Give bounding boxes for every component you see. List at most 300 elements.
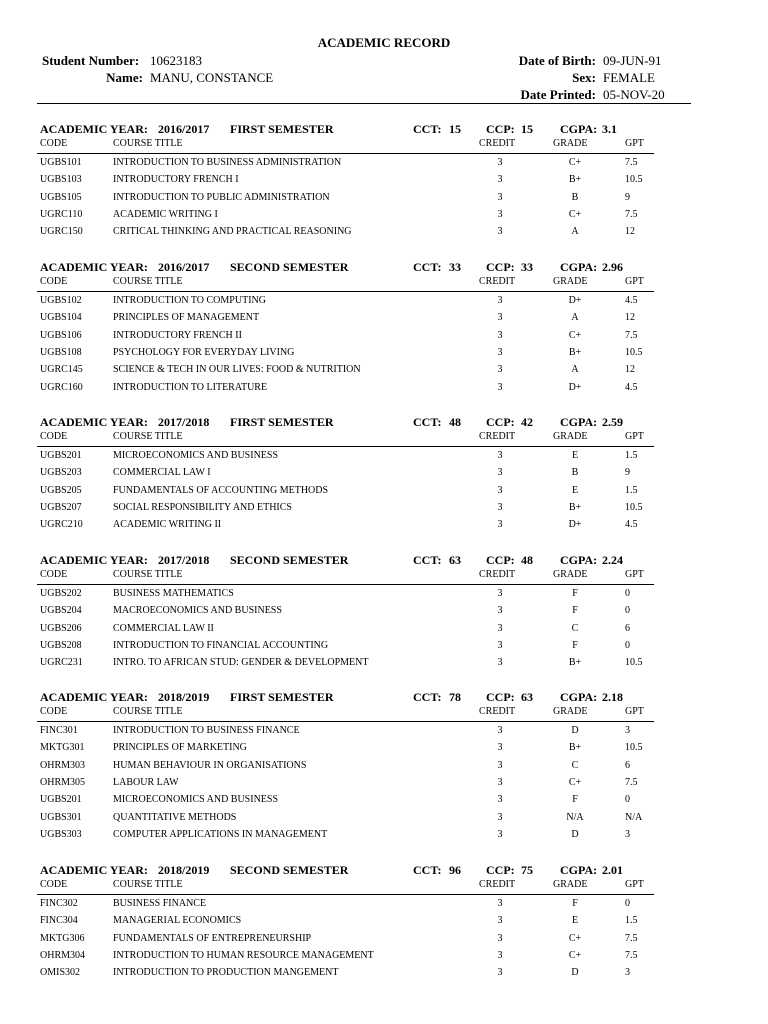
course-code: OHRM305 [40, 776, 86, 788]
course-credit: 3 [497, 657, 503, 669]
course-title: MICROECONOMICS AND BUSINESS [113, 450, 279, 461]
course-credit: 3 [497, 208, 503, 220]
col-header-credit: CREDIT [479, 569, 516, 580]
course-grade: F [572, 794, 578, 806]
cgpa-label: CGPA: [560, 260, 598, 274]
ccp-value: 63 [521, 690, 533, 704]
course-row [0, 312, 768, 329]
course-code: UGBS301 [40, 811, 82, 823]
course-grade: B+ [568, 174, 582, 186]
course-row [0, 226, 768, 243]
course-grade: B [571, 191, 579, 203]
course-code: OHRM303 [40, 759, 86, 771]
ccp-label: CCP: [486, 122, 515, 136]
course-grade: E [571, 484, 579, 496]
academic-year-value: 2018/2019 [158, 690, 210, 704]
sex-label: Sex: [572, 70, 596, 85]
course-gpt: 0 [625, 605, 630, 617]
col-header-course-title: COURSE TITLE [113, 276, 183, 287]
course-code: UGRC110 [40, 208, 83, 220]
student-name-label: Name: [106, 70, 143, 85]
course-credit: 3 [497, 381, 503, 393]
course-title: MICROECONOMICS AND BUSINESS [113, 794, 279, 806]
column-header-divider [37, 584, 654, 585]
cct-label: CCT: [413, 553, 442, 567]
course-code: UGBS206 [40, 622, 82, 634]
col-header-grade: GRADE [553, 706, 588, 717]
course-code: UGBS102 [40, 295, 82, 306]
course-credit: 3 [497, 519, 503, 531]
academic-year-label: ACADEMIC YEAR: [40, 260, 148, 274]
course-grade: C+ [568, 208, 582, 220]
course-row [0, 605, 768, 622]
course-grade: C+ [568, 949, 582, 961]
col-header-gpt: GPT [625, 706, 644, 717]
course-code: MKTG306 [40, 932, 85, 944]
course-grade: F [572, 639, 578, 651]
column-header-divider [37, 153, 654, 154]
course-credit: 3 [497, 484, 503, 496]
course-credit: 3 [497, 725, 503, 736]
semester-section [0, 690, 768, 840]
col-header-grade: GRADE [553, 879, 588, 890]
course-code: UGBS303 [40, 828, 82, 840]
course-title: INTRODUCTION TO BUSINESS ADMINISTRATION [113, 157, 342, 168]
course-grade: C+ [568, 776, 582, 788]
cct-label: CCT: [413, 690, 442, 704]
course-gpt: 7.5 [625, 329, 638, 341]
course-row [0, 364, 768, 381]
course-gpt: N/A [625, 811, 643, 823]
course-title: INTRODUCTION TO COMPUTING [113, 295, 266, 306]
course-gpt: 0 [625, 794, 630, 806]
course-grade: C+ [568, 329, 582, 341]
course-grade: E [571, 450, 579, 461]
col-header-code: CODE [40, 569, 68, 580]
course-title: INTRODUCTION TO PUBLIC ADMINISTRATION [113, 191, 330, 203]
course-grade: D [571, 828, 579, 840]
cgpa-value: 2.24 [602, 553, 623, 567]
course-code: MKTG301 [40, 742, 85, 754]
semester-section [0, 260, 768, 410]
course-credit: 3 [497, 501, 503, 513]
course-title: ACADEMIC WRITING I [113, 208, 218, 220]
course-title: SCIENCE & TECH IN OUR LIVES: FOOD & NUTRITION [113, 364, 361, 376]
course-row [0, 657, 768, 674]
col-header-course-title: COURSE TITLE [113, 569, 183, 580]
academic-year-label: ACADEMIC YEAR: [40, 122, 148, 136]
ccp-label: CCP: [486, 690, 515, 704]
course-title: INTRODUCTORY FRENCH II [113, 329, 242, 341]
course-credit: 3 [497, 467, 503, 479]
cct-value: 15 [449, 122, 461, 136]
course-credit: 3 [497, 605, 503, 617]
col-header-code: CODE [40, 706, 68, 717]
course-gpt: 6 [625, 622, 630, 634]
cgpa-label: CGPA: [560, 553, 598, 567]
course-title: FUNDAMENTALS OF ACCOUNTING METHODS [113, 484, 329, 496]
col-header-gpt: GPT [625, 276, 644, 287]
student-number-label: Student Number: [42, 53, 140, 68]
student-name-value: MANU, CONSTANCE [150, 70, 274, 85]
course-credit: 3 [497, 639, 503, 651]
ccp-label: CCP: [486, 415, 515, 429]
course-gpt: 4.5 [625, 295, 638, 306]
course-row [0, 777, 768, 794]
course-title: ACADEMIC WRITING II [113, 519, 222, 531]
column-header-divider [37, 721, 654, 722]
col-header-gpt: GPT [625, 431, 644, 442]
course-credit: 3 [497, 329, 503, 341]
cgpa-label: CGPA: [560, 415, 598, 429]
course-row [0, 967, 768, 984]
course-credit: 3 [497, 759, 503, 771]
course-grade: E [571, 915, 579, 927]
col-header-grade: GRADE [553, 138, 588, 149]
course-credit: 3 [497, 915, 503, 927]
course-gpt: 7.5 [625, 776, 638, 788]
course-title: INTRODUCTION TO FINANCIAL ACCOUNTING [113, 639, 329, 651]
cgpa-value: 2.96 [602, 260, 623, 274]
course-gpt: 9 [625, 191, 630, 203]
course-grade: B+ [568, 657, 582, 669]
cgpa-value: 2.59 [602, 415, 623, 429]
course-row [0, 485, 768, 502]
course-row [0, 157, 768, 174]
cct-value: 63 [449, 553, 461, 567]
course-grade: B+ [568, 346, 582, 358]
course-row [0, 623, 768, 640]
student-number-value: 10623183 [150, 53, 202, 68]
academic-year-label: ACADEMIC YEAR: [40, 553, 148, 567]
cct-value: 48 [449, 415, 461, 429]
course-grade: C+ [568, 932, 582, 944]
course-gpt: 1.5 [625, 450, 638, 461]
course-credit: 3 [497, 157, 503, 168]
course-row [0, 760, 768, 777]
semester-name: FIRST SEMESTER [230, 690, 334, 704]
semester-name: SECOND SEMESTER [230, 863, 349, 877]
academic-year-value: 2016/2017 [158, 260, 210, 274]
academic-year-value: 2016/2017 [158, 122, 210, 136]
col-header-grade: GRADE [553, 569, 588, 580]
course-gpt: 10.5 [625, 501, 643, 513]
course-row [0, 588, 768, 605]
course-row [0, 192, 768, 209]
course-grade: N/A [566, 811, 584, 823]
course-gpt: 10.5 [625, 174, 643, 186]
course-grade: C+ [568, 157, 582, 168]
course-credit: 3 [497, 226, 503, 238]
semester-section [0, 122, 768, 272]
course-title: MANAGERIAL ECONOMICS [113, 915, 242, 927]
cgpa-label: CGPA: [560, 863, 598, 877]
course-credit: 3 [497, 450, 503, 461]
course-gpt: 0 [625, 898, 630, 909]
ccp-label: CCP: [486, 260, 515, 274]
course-grade: A [571, 364, 579, 376]
ccp-value: 75 [521, 863, 533, 877]
course-row [0, 950, 768, 967]
course-gpt: 7.5 [625, 932, 638, 944]
course-row [0, 295, 768, 312]
course-row [0, 450, 768, 467]
cct-value: 78 [449, 690, 461, 704]
course-row [0, 725, 768, 742]
course-credit: 3 [497, 949, 503, 961]
course-grade: A [571, 226, 579, 238]
course-grade: B+ [568, 742, 582, 754]
course-code: UGBS104 [40, 312, 82, 324]
academic-year-label: ACADEMIC YEAR: [40, 863, 148, 877]
course-gpt: 7.5 [625, 949, 638, 961]
course-title: BUSINESS FINANCE [113, 898, 207, 909]
col-header-code: CODE [40, 879, 68, 890]
course-title: HUMAN BEHAVIOUR IN ORGANISATIONS [113, 759, 307, 771]
course-code: FINC302 [40, 898, 78, 909]
col-header-credit: CREDIT [479, 138, 516, 149]
course-grade: C [571, 759, 579, 771]
academic-year-label: ACADEMIC YEAR: [40, 415, 148, 429]
course-grade: A [571, 312, 579, 324]
course-row [0, 933, 768, 950]
sex-value: FEMALE [603, 70, 655, 85]
course-title: COMMERCIAL LAW II [113, 622, 214, 634]
semester-name: FIRST SEMESTER [230, 122, 334, 136]
course-row [0, 898, 768, 915]
course-credit: 3 [497, 191, 503, 203]
course-gpt: 6 [625, 759, 630, 771]
course-gpt: 12 [625, 226, 635, 238]
ccp-value: 48 [521, 553, 533, 567]
course-gpt: 10.5 [625, 657, 643, 669]
course-credit: 3 [497, 811, 503, 823]
cct-label: CCT: [413, 260, 442, 274]
course-gpt: 7.5 [625, 208, 638, 220]
course-code: FINC304 [40, 915, 78, 927]
course-gpt: 12 [625, 312, 635, 324]
col-header-grade: GRADE [553, 276, 588, 287]
course-row [0, 502, 768, 519]
course-grade: B+ [568, 501, 582, 513]
course-row [0, 209, 768, 226]
col-header-credit: CREDIT [479, 431, 516, 442]
course-code: UGBS205 [40, 484, 82, 496]
course-grade: C [571, 622, 579, 634]
course-title: PSYCHOLOGY FOR EVERYDAY LIVING [113, 346, 295, 358]
col-header-credit: CREDIT [479, 706, 516, 717]
cct-label: CCT: [413, 415, 442, 429]
course-title: INTRODUCTORY FRENCH I [113, 174, 239, 186]
course-gpt: 1.5 [625, 915, 638, 927]
ccp-label: CCP: [486, 553, 515, 567]
course-code: UGBS202 [40, 588, 82, 599]
course-code: OMIS302 [40, 967, 81, 979]
course-grade: D [571, 725, 579, 736]
course-code: UGRC160 [40, 381, 83, 393]
course-credit: 3 [497, 312, 503, 324]
academic-year-value: 2018/2019 [158, 863, 210, 877]
course-grade: D+ [568, 295, 582, 306]
col-header-code: CODE [40, 431, 68, 442]
course-code: UGBS108 [40, 346, 82, 358]
course-row [0, 519, 768, 536]
course-row [0, 467, 768, 484]
col-header-grade: GRADE [553, 431, 588, 442]
course-row [0, 829, 768, 846]
course-code: UGBS105 [40, 191, 82, 203]
course-grade: F [572, 605, 578, 617]
semester-name: FIRST SEMESTER [230, 415, 334, 429]
course-gpt: 3 [625, 967, 630, 979]
course-credit: 3 [497, 742, 503, 754]
ccp-value: 15 [521, 122, 533, 136]
course-code: UGBS201 [40, 794, 82, 806]
cct-value: 96 [449, 863, 461, 877]
course-row [0, 640, 768, 657]
course-title: BUSINESS MATHEMATICS [113, 588, 234, 599]
academic-year-label: ACADEMIC YEAR: [40, 690, 148, 704]
course-gpt: 1.5 [625, 484, 638, 496]
course-row [0, 347, 768, 364]
semester-section [0, 553, 768, 703]
col-header-gpt: GPT [625, 138, 644, 149]
header-divider [37, 103, 691, 104]
cgpa-label: CGPA: [560, 122, 598, 136]
ccp-value: 33 [521, 260, 533, 274]
course-title: PRINCIPLES OF MANAGEMENT [113, 312, 260, 324]
col-header-code: CODE [40, 138, 68, 149]
course-row [0, 915, 768, 932]
column-header-divider [37, 291, 654, 292]
course-credit: 3 [497, 174, 503, 186]
course-code: UGRC150 [40, 226, 83, 238]
course-code: UGBS103 [40, 174, 82, 186]
semester-section [0, 863, 768, 1013]
course-title: INTRODUCTION TO HUMAN RESOURCE MANAGEMENT [113, 949, 374, 961]
course-row [0, 174, 768, 191]
course-credit: 3 [497, 364, 503, 376]
course-code: UGBS208 [40, 639, 82, 651]
course-credit: 3 [497, 622, 503, 634]
course-title: INTRODUCTION TO BUSINESS FINANCE [113, 725, 300, 736]
course-credit: 3 [497, 346, 503, 358]
course-gpt: 10.5 [625, 742, 643, 754]
course-code: UGBS203 [40, 467, 82, 479]
course-grade: D+ [568, 381, 582, 393]
col-header-course-title: COURSE TITLE [113, 706, 183, 717]
date-printed-label: Date Printed: [520, 87, 596, 102]
course-row [0, 330, 768, 347]
course-title: PRINCIPLES OF MARKETING [113, 742, 247, 754]
course-gpt: 9 [625, 467, 630, 479]
course-grade: D+ [568, 519, 582, 531]
column-header-divider [37, 894, 654, 895]
course-credit: 3 [497, 898, 503, 909]
course-code: UGBS201 [40, 450, 82, 461]
course-row [0, 382, 768, 399]
col-header-code: CODE [40, 276, 68, 287]
cgpa-label: CGPA: [560, 690, 598, 704]
course-code: UGBS204 [40, 605, 82, 617]
cct-label: CCT: [413, 122, 442, 136]
course-title: LABOUR LAW [113, 776, 179, 788]
dob-label: Date of Birth: [518, 53, 596, 68]
course-grade: F [572, 588, 578, 599]
semester-name: SECOND SEMESTER [230, 553, 349, 567]
course-title: INTRO. TO AFRICAN STUD: GENDER & DEVELOPMENT [113, 657, 369, 669]
course-row [0, 794, 768, 811]
course-code: UGRC145 [40, 364, 83, 376]
course-row [0, 742, 768, 759]
cgpa-value: 3.1 [602, 122, 617, 136]
col-header-gpt: GPT [625, 879, 644, 890]
course-code: UGBS207 [40, 501, 82, 513]
course-code: OHRM304 [40, 949, 86, 961]
course-title: MACROECONOMICS AND BUSINESS [113, 605, 282, 617]
course-title: INTRODUCTION TO PRODUCTION MANGEMENT [113, 967, 339, 979]
course-credit: 3 [497, 776, 503, 788]
course-gpt: 3 [625, 725, 630, 736]
course-gpt: 7.5 [625, 157, 638, 168]
semester-name: SECOND SEMESTER [230, 260, 349, 274]
course-row [0, 812, 768, 829]
course-credit: 3 [497, 588, 503, 599]
semester-section [0, 415, 768, 565]
course-code: UGBS101 [40, 157, 82, 168]
col-header-course-title: COURSE TITLE [113, 138, 183, 149]
course-code: UGBS106 [40, 329, 82, 341]
column-header-divider [37, 446, 654, 447]
cgpa-value: 2.18 [602, 690, 623, 704]
course-credit: 3 [497, 794, 503, 806]
course-code: UGRC231 [40, 657, 83, 669]
course-gpt: 12 [625, 364, 635, 376]
course-grade: F [572, 898, 578, 909]
col-header-course-title: COURSE TITLE [113, 879, 183, 890]
col-header-credit: CREDIT [479, 879, 516, 890]
col-header-credit: CREDIT [479, 276, 516, 287]
col-header-gpt: GPT [625, 569, 644, 580]
course-title: COMMERCIAL LAW I [113, 467, 211, 479]
course-grade: D [571, 967, 579, 979]
course-title: COMPUTER APPLICATIONS IN MANAGEMENT [113, 828, 328, 840]
course-code: UGRC210 [40, 519, 83, 531]
course-credit: 3 [497, 967, 503, 979]
course-gpt: 0 [625, 639, 630, 651]
course-code: FINC301 [40, 725, 78, 736]
course-grade: B [571, 467, 579, 479]
page-title: ACADEMIC RECORD [317, 35, 451, 50]
course-credit: 3 [497, 932, 503, 944]
ccp-value: 42 [521, 415, 533, 429]
dob-value: 09-JUN-91 [603, 53, 662, 68]
col-header-course-title: COURSE TITLE [113, 431, 183, 442]
course-title: INTRODUCTION TO LITERATURE [113, 381, 268, 393]
course-gpt: 0 [625, 588, 630, 599]
course-title: QUANTITATIVE METHODS [113, 811, 237, 823]
date-printed-value: 05-NOV-20 [603, 87, 665, 102]
academic-year-value: 2017/2018 [158, 415, 210, 429]
cct-value: 33 [449, 260, 461, 274]
course-gpt: 4.5 [625, 381, 638, 393]
cct-label: CCT: [413, 863, 442, 877]
cgpa-value: 2.01 [602, 863, 623, 877]
course-title: FUNDAMENTALS OF ENTREPRENEURSHIP [113, 932, 312, 944]
course-gpt: 10.5 [625, 346, 643, 358]
course-title: CRITICAL THINKING AND PRACTICAL REASONING [113, 226, 352, 238]
course-gpt: 3 [625, 828, 630, 840]
